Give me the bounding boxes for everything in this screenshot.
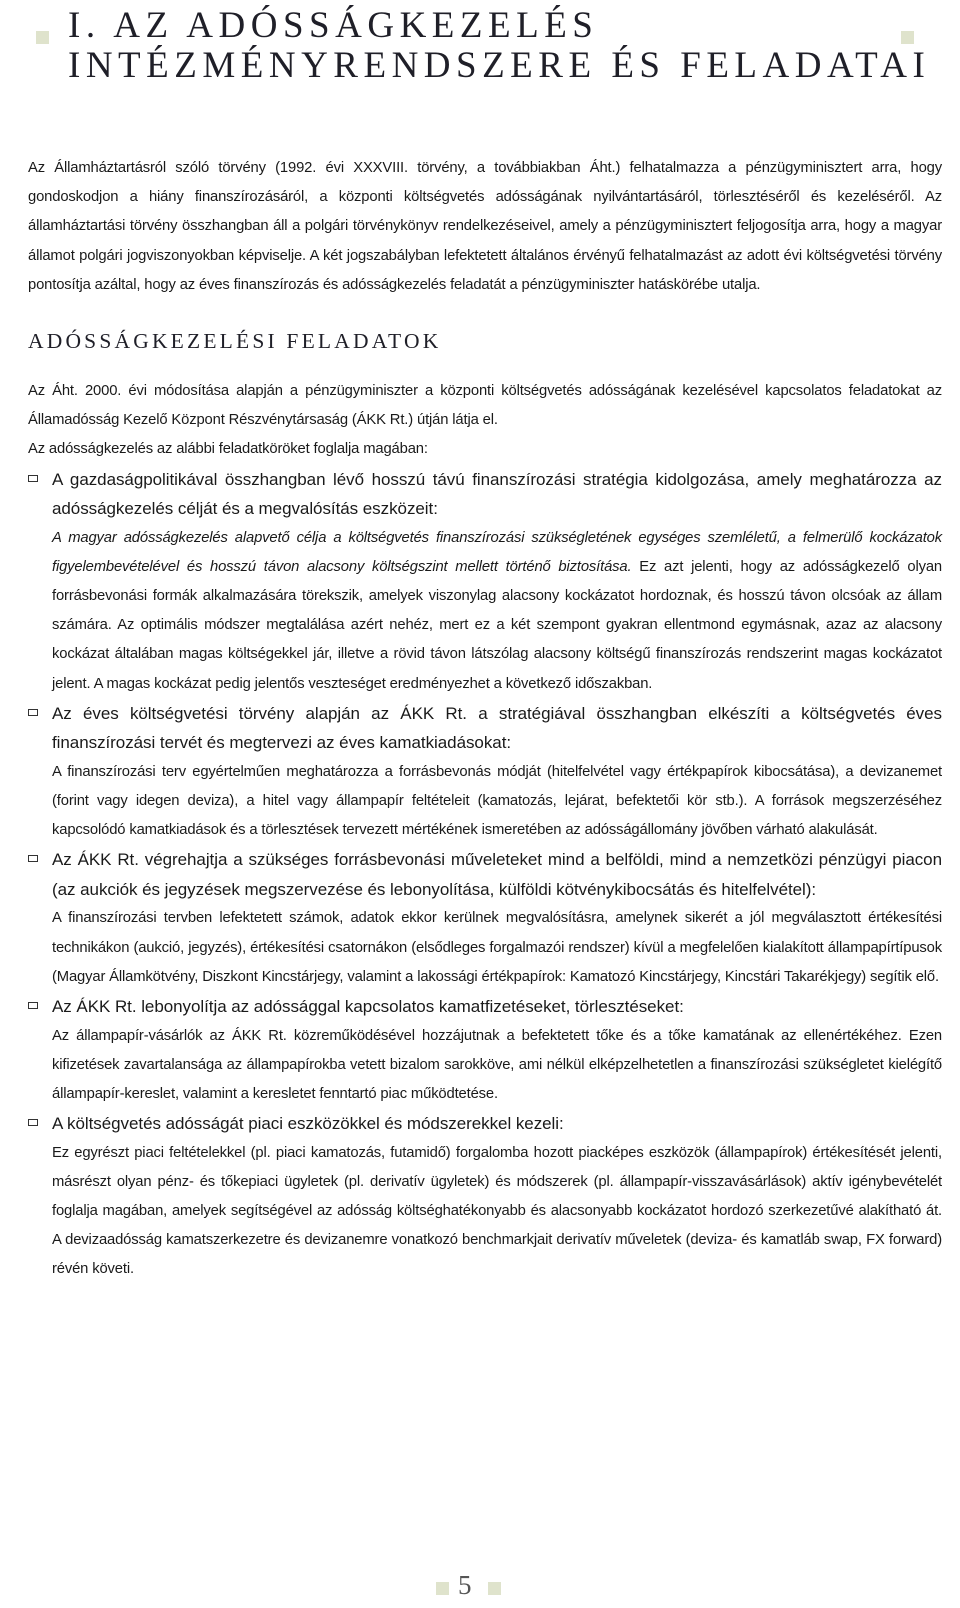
list-item-text: Ez azt jelenti, hogy az adósságkezelő olyan forrásbevonási formák alkalmazására törekszik, amelyek viszonylag alacsony kockázatot hordoznak, és hosszú távon olcsóak az állam számára. Az optimális módszer megtalálása azért nehéz, mert ez a két szempont gyakran ellentmond egymásnak, azaz az alacsony kockázat általában magas költségekkel jár, illetve a rövid távon látszólag alacsony költségű finanszírozás rendszerint magas kockázatot jelent. A magas kockázat pedig jelentős veszteséget eredményezhet a következő időszakban. <box>52 558 943 692</box>
decorative-square-icon <box>36 31 49 44</box>
square-bullet-icon <box>28 709 38 716</box>
square-bullet-icon <box>28 475 38 482</box>
page-header <box>0 0 960 100</box>
list-item-body <box>52 1022 942 1110</box>
list-item <box>28 845 942 992</box>
list-item-heading: Az ÁKK Rt. lebonyolítja az adóssággal kapcsolatos kamatfizetéseket, törlesztéseket: <box>52 997 684 1017</box>
list-item <box>28 1109 942 1285</box>
list-item-heading: Az ÁKK Rt. végrehajtja a szükséges forrásbevonási műveleteket mind a belföldi, mind a nemzetközi pénzügyi piacon (az aukciók és jegyzések megszervezése és lebonyolítása, külföldi kötvénykibocsátás és hitelfelvétel): <box>52 850 942 899</box>
page-content <box>28 154 942 1285</box>
square-bullet-icon <box>28 1119 38 1126</box>
list-item <box>28 992 942 1109</box>
section-paragraph-1: Az Áht. 2000. évi módosítása alapján a pénzügyminiszter a központi költségvetés adósságának kezelésével kapcsolatos feladatokat az Államadósság Kezelő Központ Részvénytársaság (ÁKK Rt.) útján látja el. <box>28 383 942 429</box>
list-item-body <box>52 904 942 992</box>
list-item-text: A finanszírozási terv egyértelműen meghatározza a forrásbevonás módját (hitelfelvétel vagy értékpapírok kibocsátása), a devizanemet (forint vagy idegen deviza), a hitel vagy állampapír feltételeit (kamatozás, lejárat, befektetői kör stb.). A források megszerzéséhez kapcsolódó kamatkiadások és a törlesztések tervezett mértékének ismeretében az adósságállomány jövőben várható alakulását. <box>52 763 942 839</box>
list-item-text: Az állampapír-vásárlók az ÁKK Rt. közreműködésével hozzájutnak a befektetett tőke és a tőke kamatának az ellenértékéhez. Ezen kifizetések zavartalansága az állampapírokba vetett bizalom sarokköve, ami nélkül elképzelhetetlen a finanszírozási szükségletet kielégítő állampapír-kereslet, valamint a keresletet fenntartó piac működtetése. <box>52 1027 942 1102</box>
title-line-2: INTÉZMÉNYRENDSZERE ÉS FELADATAI <box>68 45 931 86</box>
decorative-square-icon <box>901 31 914 44</box>
list-item-text: A finanszírozási tervben lefektetett számok, adatok ekkor kerülnek megvalósításra, amelynek sikerét a jól megválasztott értékesítési technikákon (aukció, jegyzés), értékesítési csatornákon (elsődleges forgalmazói rendszer) kívül a megfelelően kialakított állampapírtípusok (Magyar Államkötvény, Diszkont Kincstárjegy, valamint a lakossági értékpapírok: Kamatozó Kincstárjegy, Kincstári Takarékjegy) segítik elő. <box>52 910 942 985</box>
title-line-1: I. AZ ADÓSSÁGKEZELÉS <box>68 5 599 46</box>
page-number: 5 <box>458 1570 472 1600</box>
task-list <box>28 465 942 1285</box>
list-item-heading: Az éves költségvetési törvény alapján az ÁKK Rt. a stratégiával összhangban elkészíti a költségvetés éves finanszírozási tervét és megtervezi az éves kamatkiadásokat: <box>52 703 942 753</box>
page-title <box>68 6 930 86</box>
list-item-body <box>52 758 942 846</box>
list-item-heading: A gazdaságpolitikával összhangban lévő hosszú távú finanszírozási stratégia kidolgozása, amely meghatározza az adósságkezelés célját és a megvalósítás eszközeit: <box>52 469 942 519</box>
list-item <box>28 699 942 846</box>
square-bullet-icon <box>28 1002 38 1009</box>
square-bullet-icon <box>28 855 38 862</box>
list-item-text: Ez egyrészt piaci feltételekkel (pl. piaci kamatozás, futamidő) forgalomba hozott piacképes eszközök (állampapírok) értékesítését jelenti, másrészt olyan pénz- és tőkepiaci ügyletek (pl. derivatív ügyletek) és módszerek (pl. állampapír-visszavásárlások) aktív igénybevételét foglalja magában, amelyek segítségével az adósság költséghatékonyabb és alacsonyabb kockázatot hordozó szerkezetűvé alakítható át. A devizaadósság kamatszerkezetre és devizanemre vonatkozó benchmarkjait derivatív műveletek (deviza- és kamatláb swap, FX forward) révén követi. <box>52 1144 942 1278</box>
decorative-square-icon <box>436 1582 449 1595</box>
section-title: ADÓSSÁGKEZELÉSI FELADATOK <box>28 329 442 354</box>
list-item-heading: A költségvetés adósságát piaci eszközökkel és módszerekkel kezeli: <box>52 1114 564 1134</box>
list-item-body <box>52 524 942 699</box>
section-paragraph-2: Az adósságkezelés az alábbi feladatköröket foglalja magában: <box>28 441 428 458</box>
decorative-square-icon <box>488 1582 501 1595</box>
list-item-italic-text: A magyar adósságkezelés alapvető célja a költségvetés finanszírozási szükségletének egységes szemléletű, a felmerülő kockázatok figyelembevételével és hosszú távon alacsony költségszint mellett történő biztosítása. <box>52 529 942 575</box>
list-item <box>28 465 942 699</box>
intro-paragraph: Az Államháztartásról szóló törvény (1992. évi XXXVIII. törvény, a továbbiakban Áht.) felhatalmazza a pénzügyminisztert arra, hogy gondoskodjon a hiány finanszírozásáról, a központi költségvetés adósságának nyilvántartásáról, törlesztéséről és kezeléséről. Az államháztartási törvény összhangban áll a polgári törvénykönyv rendelkezéseivel, amely a pénzügyminisztert feljogosítja arra, hogy a magyar államot polgári jogviszonyokban képviselje. A két jogszabályban lefektetett általános érvényű felhatalmazást az adott évi költségvetési törvény pontosítja azáltal, hogy az éves finanszírozás és adósságkezelés feladatát a pénzügyminiszter hatáskörébe utalja. <box>28 160 942 293</box>
list-item-body <box>52 1139 942 1285</box>
